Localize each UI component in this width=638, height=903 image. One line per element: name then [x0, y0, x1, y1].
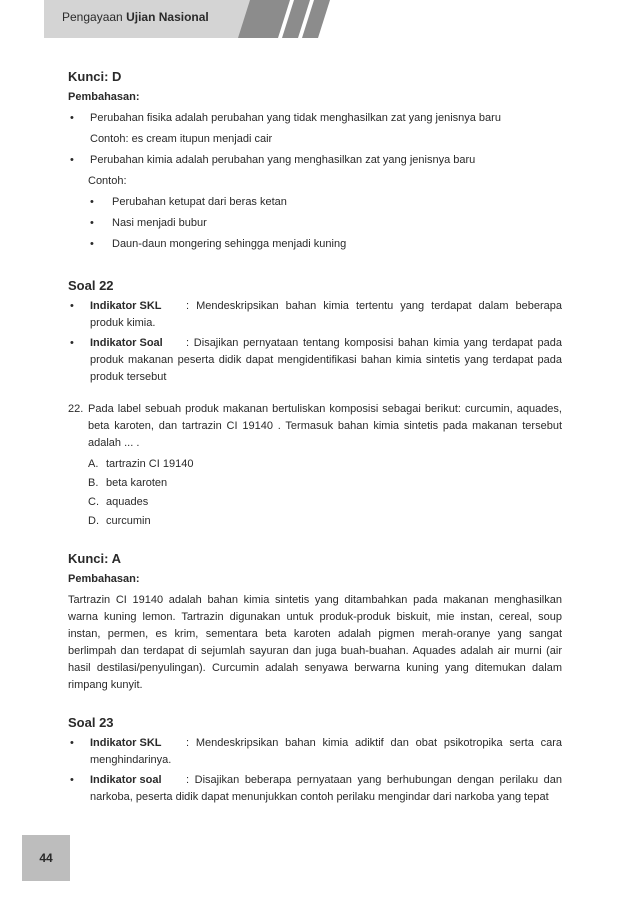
option-b — [68, 475, 562, 492]
option-text: aquades — [106, 496, 149, 508]
bullet-icon: • — [70, 154, 74, 166]
option-text: tartrazin CI 19140 — [106, 458, 194, 470]
option-text: beta karoten — [106, 477, 168, 489]
example-item: Perubahan ketupat dari beras ketan — [112, 196, 287, 208]
option-letter: D. — [88, 515, 99, 527]
option-letter: C. — [88, 496, 99, 508]
option-d — [68, 513, 562, 530]
indicator-text: : Mendeskripsikan bahan kimia tertentu yang terdapat dalam beberapa produk kimia. — [90, 300, 562, 329]
indicator-soal — [68, 335, 562, 386]
header-title: Ujian Nasional — [126, 10, 209, 24]
indicator-label: Indikator SKL — [90, 300, 162, 312]
option-letter: B. — [88, 477, 99, 489]
running-header — [62, 10, 209, 24]
discussion-label: Pembahasan: — [68, 573, 140, 585]
discussion-label: Pembahasan: — [68, 91, 140, 103]
discussion-paragraph: Tartrazin CI 19140 adalah bahan kimia sintetis yang ditambahkan pada makanan menghasilkan warna kuning lemon. Tartrazin digunakan untuk produk-produk biskuit, mie instan, cereal, soup instan, permen, es krim, sementara beta karoten adalah pigmen merah-oranye yang sangat berlimpah dan terdapat di sejumlah sayuran dan juga buah-buahan. Aquades adalah air murni (air hasil destilasi/penyulingan). Curcumin adalah senyawa berwarna kuning yang ditemukan dalam rimpang kunyit. — [68, 594, 562, 691]
bullet-icon: • — [90, 217, 94, 229]
question-number: 22. — [68, 403, 84, 415]
indicator-text: : Disajikan beberapa pernyataan yang berhubungan dengan perilaku dan narkoba, peserta didik dapat menunjukkan contoh perilaku mengindar dari narkoba yang tepat — [90, 774, 562, 803]
option-letter: A. — [88, 458, 99, 470]
list-item — [68, 215, 562, 232]
indicator-text: : Disajikan pernyataan tentang komposisi bahan kimia yang terdapat pada produk makanan peserta didik dapat mengidentifikasi bahan kimia sintetis yang terdapat pada produk tersebut — [90, 337, 562, 383]
list-item — [68, 110, 562, 127]
list-item — [68, 152, 562, 169]
bullet-icon: • — [90, 196, 94, 208]
bullet-icon: • — [90, 238, 94, 250]
indicator-soal — [68, 772, 562, 806]
indicator-label: Indikator SKL — [90, 737, 162, 749]
example-item: Nasi menjadi bubur — [112, 217, 207, 229]
bullet-icon: • — [70, 337, 74, 349]
question-heading-23: Soal 23 — [68, 715, 114, 730]
header-prefix: Pengayaan — [62, 10, 123, 24]
answer-key-a: Kunci: A — [68, 551, 121, 566]
list-item — [68, 236, 562, 253]
option-a — [68, 456, 562, 473]
header-band — [0, 0, 638, 38]
question-22 — [68, 401, 562, 452]
answer-key-d: Kunci: D — [68, 69, 122, 84]
question-heading-22: Soal 22 — [68, 278, 114, 293]
indicator-label: Indikator Soal — [90, 337, 163, 349]
option-text: curcumin — [106, 515, 151, 527]
bullet-icon: • — [70, 300, 74, 312]
indicator-label: Indikator soal — [90, 774, 162, 786]
discussion-point: Perubahan kimia adalah perubahan yang menghasilkan zat yang jenisnya baru — [90, 154, 476, 166]
page-number: 44 — [22, 835, 70, 881]
example-label: Contoh: — [88, 175, 127, 187]
indicator-skl — [68, 735, 562, 769]
discussion-point: Perubahan fisika adalah perubahan yang tidak menghasilkan zat yang jenisnya baru — [90, 112, 501, 124]
indicator-skl — [68, 298, 562, 332]
page-content — [68, 62, 562, 809]
bullet-icon: • — [70, 737, 74, 749]
bullet-icon: • — [70, 112, 74, 124]
list-item — [68, 194, 562, 211]
example-text: Contoh: es cream itupun menjadi cair — [90, 133, 273, 145]
option-c — [68, 494, 562, 511]
example-item: Daun-daun mongering sehingga menjadi kuning — [112, 238, 347, 250]
indicator-text: : Mendeskripsikan bahan kimia adiktif dan obat psikotropika serta cara menghindarinya. — [90, 737, 562, 766]
question-text: Pada label sebuah produk makanan bertuliskan komposisi sebagai berikut: curcumin, aquades, beta karoten, dan tartrazin CI 19140 . Termasuk bahan kimia sintetis pada makanan tersebut adalah ... . — [88, 403, 562, 449]
bullet-icon: • — [70, 774, 74, 786]
